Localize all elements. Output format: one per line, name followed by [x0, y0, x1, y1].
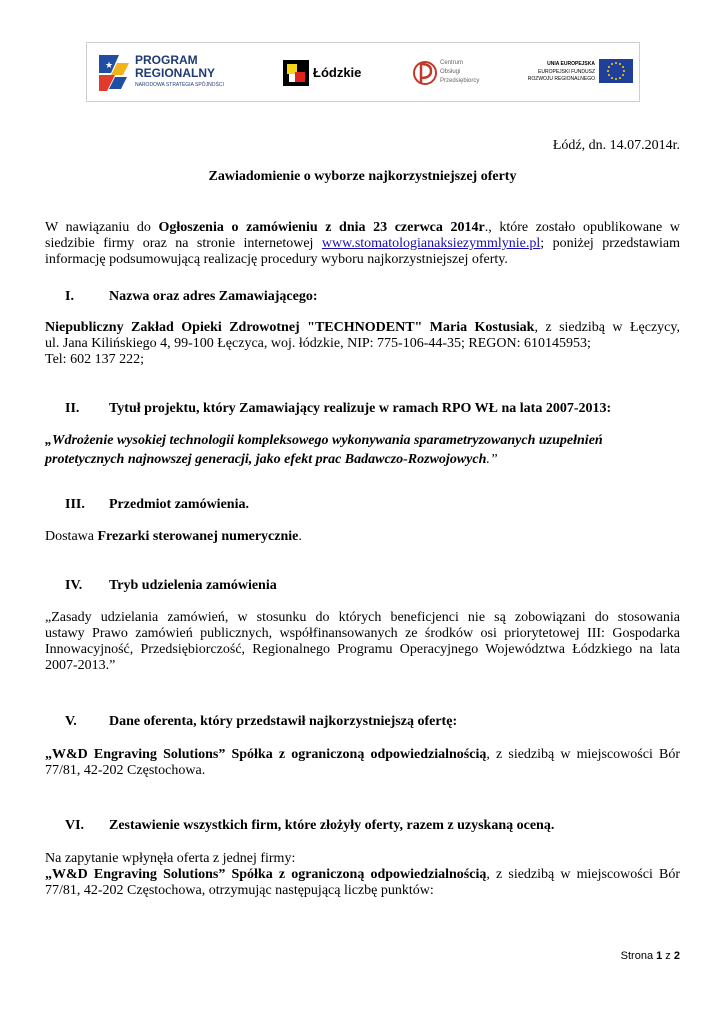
section-3-number: III.: [65, 497, 85, 512]
bidder-line-1: „W&D Engraving Solutions” Spółka z ograniczoną odpowiedzialnością, z siedzibą w miejscowości Bór: [45, 747, 680, 762]
section-4-heading: Tryb udzielenia zamówienia: [109, 578, 277, 593]
mode-line-2: ustawy Prawo zamówień publicznych, współfinansowanych ze środków osi priorytetowej III: Gospodarka: [45, 626, 680, 641]
centrum-obslugi-logo: [413, 51, 483, 95]
eu-line1: UNIA EUROPEJSKA: [547, 61, 595, 67]
mode-paragraph: [45, 610, 680, 674]
document-title: Zawiadomienie o wyborze najkorzystniejszej oferty: [208, 169, 517, 184]
section-5-number: V.: [65, 714, 77, 729]
section-1-heading: Nazwa oraz adres Zamawiającego:: [109, 289, 318, 304]
section-4-number: IV.: [65, 578, 83, 593]
section-3-heading: Przedmiot zamówienia.: [109, 497, 249, 512]
intro-paragraph: [45, 220, 680, 268]
summary-paragraph: [45, 851, 680, 899]
eu-line3: ROZWOJU REGIONALNEGO: [527, 76, 595, 82]
announcement-ref: Ogłoszenia o zamówieniu z dnia 23 czerwca 2014r: [158, 220, 485, 235]
program-line1: PROGRAM: [135, 53, 198, 67]
intro-line-3: informację podsumowującą realizację procedury wyboru najkorzystniejszej oferty.: [45, 252, 508, 267]
section-5-heading: Dane oferenta, który przedstawił najkorzystniejszą ofertę:: [109, 714, 458, 729]
program-line3: NARODOWA STRATEGIA SPÓJNOŚCI: [135, 82, 224, 88]
bidder-name: „W&D Engraving Solutions” Spółka z ograniczoną odpowiedzialnością: [45, 747, 487, 762]
section-6-number: VI.: [65, 818, 85, 833]
eu-flag-icon: [599, 59, 633, 83]
project-title-line-2: protetycznych najnowszej generacji, jako efekt prac Badawczo-Rozwojowych.”: [45, 452, 498, 467]
subject-item: Frezarki sterowanej numerycznie: [97, 529, 299, 544]
centrum-line1: Centrum: [440, 60, 464, 66]
centrum-line3: Przedsiębiorcy: [440, 78, 480, 84]
summary-line-1: Na zapytanie wpłynęła oferta z jednej firmy:: [45, 851, 296, 866]
program-line2: REGIONALNY: [135, 66, 216, 80]
section-6-heading: Zestawienie wszystkich firm, które złożyły oferty, razem z uzyskaną oceną.: [109, 818, 555, 833]
svg-text:★: ★: [105, 61, 114, 71]
section-1-number: I.: [65, 289, 74, 304]
program-regionalny-logo: [97, 51, 247, 95]
buyer-paragraph: [45, 320, 680, 368]
subject-text: Dostawa Frezarki sterowanej numerycznie.: [45, 529, 302, 544]
bidder-paragraph: [45, 747, 680, 779]
page-footer: Strona 1 z 2: [620, 950, 680, 962]
buyer-line-3: Tel: 602 137 222;: [45, 352, 144, 367]
centrum-emblem-icon: [413, 56, 437, 90]
section-2-number: II.: [65, 401, 80, 416]
lodzkie-emblem-icon: [283, 60, 309, 86]
intro-line-2: siedzibie firmy oraz na stronie internetowej www.stomatologianaksiezymmlynie.pl; poniżej przedstawiam: [45, 236, 681, 251]
website-link[interactable]: www.stomatologianaksiezymmlynie.pl: [321, 236, 541, 251]
total-pages: 2: [673, 950, 680, 962]
bidder-line-2: 77/81, 42-202 Częstochowa.: [45, 763, 206, 778]
summary-line-2: „W&D Engraving Solutions” Spółka z ograniczoną odpowiedzialnością, z siedzibą w miejscowości Bór: [45, 867, 680, 882]
buyer-line-1: Niepubliczny Zakład Opieki Zdrowotnej "TECHNODENT" Maria Kostusiak, z siedzibą w Łęczycy,: [45, 320, 680, 335]
document-date: Łódź, dn. 14.07.2014r.: [552, 138, 680, 153]
program-regionalny-emblem-icon: [97, 53, 131, 93]
intro-line-1: W nawiązaniu do Ogłoszenia o zamówieniu z dnia 23 czerwca 2014r., które zostało opublikowane w: [45, 220, 680, 235]
eu-logo: [519, 51, 635, 95]
mode-line-1: „Zasady udzielania zamówień, w stosunku do których beneficjenci nie są zobowiązani do stosowania: [45, 610, 680, 625]
section-2-heading: Tytuł projektu, który Zamawiający realizuje w ramach RPO WŁ na lata 2007-2013:: [109, 401, 612, 416]
current-page: 1: [656, 950, 663, 962]
eu-line2: EUROPEJSKI FUNDUSZ: [538, 69, 595, 75]
logo-bar: [86, 42, 640, 102]
lodzkie-label: Łódzkie: [313, 65, 362, 80]
buyer-line-2: ul. Jana Kilińskiego 4, 99-100 Łęczyca, woj. łódzkie, NIP: 775-106-44-35; REGON: 610145953;: [45, 336, 591, 351]
buyer-name: Niepubliczny Zakład Opieki Zdrowotnej "TECHNODENT" Maria Kostusiak: [45, 320, 535, 335]
project-title-line-1: „Wdrożenie wysokiej technologii kompleksowego wykonywania sparametryzowanych uzupełnień: [45, 433, 603, 448]
centrum-line2: Obsługi: [440, 69, 461, 75]
summary-bidder-name: „W&D Engraving Solutions” Spółka z ograniczoną odpowiedzialnością: [45, 867, 487, 882]
mode-line-4: 2007-2013.”: [45, 658, 116, 673]
summary-line-3: 77/81, 42-202 Częstochowa, otrzymując następującą liczbę punktów:: [45, 883, 434, 898]
lodzkie-logo: [283, 51, 373, 95]
mode-line-3: Innowacyjność, Przedsiębiorczość, Regionalnego Programu Operacyjnego Województwa Łódzkiego na lata: [45, 642, 680, 657]
